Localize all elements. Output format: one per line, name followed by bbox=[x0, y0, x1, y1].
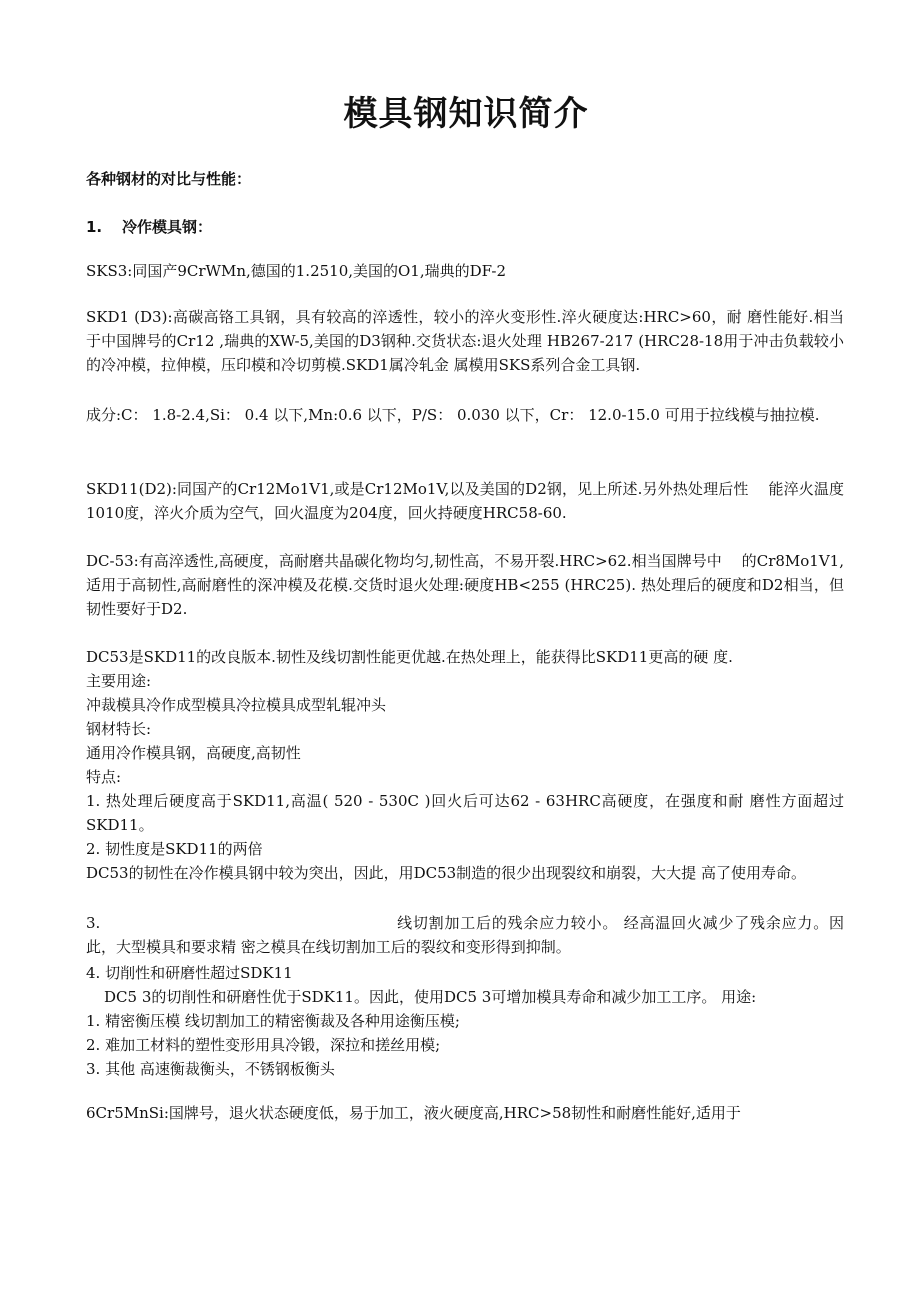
trait-4: 4. 切削性和研磨性超过SDK11 bbox=[86, 964, 293, 982]
section-1-number: 1. bbox=[86, 218, 103, 236]
feature-label: 钢材特长: bbox=[86, 720, 152, 738]
paragraph-skd1: SKD1 (D3):高碳高铬工具钢，具有较高的淬透性，较小的淬火变形性.淬火硬度达:HRC>60，耐 磨性能好.相当于中国牌号的Cr12 ,瑞典的XW-5,美国的D3钢种.交货状态:退火处理 HB267-217 (HRC28-18用于冲击负载较小的冷冲模，拉伸模，压印模和冷切剪模.SKD1属冷轧金 属模用SKS系列合金工具钢. bbox=[86, 308, 844, 374]
section-1-heading bbox=[86, 216, 212, 237]
trait-2-detail: DC53的韧性在冷作模具钢中较为突出，因此，用DC53制造的很少出现裂纹和崩裂，大大提 高了使用寿命。 bbox=[86, 864, 806, 882]
feature-text: 通用冷作模具钢，高硬度,高韧性 bbox=[86, 744, 301, 762]
paragraph-skd1-composition: 成分:C： 1.8-2.4,Si： 0.4 以下,Mn:0.6 以下，P/S： 0.030 以下，Cr： 12.0-15.0 可用于拉线模与抽拉模. bbox=[86, 406, 820, 424]
paragraph-sks3: SKS3:同国产9CrWMn,德国的1.2510,美国的O1,瑞典的DF-2 bbox=[86, 262, 506, 280]
use-1: 1. 精密衡压模 线切割加工的精密衡裁及各种用途衡压模; bbox=[86, 1012, 460, 1030]
trait-3-number: 3. bbox=[86, 914, 101, 932]
trait-4-detail: DC5 3的切削性和研磨性优于SDK11。因此，使用DC5 3可增加模具寿命和减少加工工序。 用途: bbox=[104, 988, 757, 1006]
usage-label: 主要用途: bbox=[86, 672, 152, 690]
use-3: 3. 其他 高速衡裁衡头，不锈钢板衡头 bbox=[86, 1060, 335, 1078]
trait-3-text: 线切割加工后的残余应力较小。 经高温回火减少了残余应力。因此，大型模具和要求精 密之模具在线切割加工后的裂纹和变形得到抑制。 bbox=[86, 914, 844, 956]
paragraph-dc53: DC-53:有高淬透性,高硬度，高耐磨共晶碳化物均匀,韧性高，不易开裂.HRC>62.相当国牌号中 的Cr8Mo1V1,适用于高韧性,高耐磨性的深冲模及花模.交货时退火处理:硬度HB<255 (HRC25). 热处理后的硬度和D2相当，但韧性要好于D2. bbox=[86, 552, 844, 618]
paragraph-6cr5mnsi: 6Cr5MnSi:国牌号，退火状态硬度低，易于加工，液火硬度高,HRC>58韧性和耐磨性能好,适用于 bbox=[86, 1104, 741, 1122]
trait-3 bbox=[86, 911, 844, 959]
trait-1: 1. 热处理后硬度高于SKD11,高温( 520 - 530C )回火后可达62 - 63HRC高硬度，在强度和耐 磨性方面超过SKD11。 bbox=[86, 792, 844, 834]
use-2: 2. 难加工材料的塑性变形用具冷锻，深拉和搓丝用模; bbox=[86, 1036, 441, 1054]
traits-label: 特点: bbox=[86, 768, 122, 786]
page-title: 模具钢知识简介 bbox=[343, 94, 589, 134]
trait-2: 2. 韧性度是SKD11的两倍 bbox=[86, 840, 263, 858]
usage-text: 冲裁模具冷作成型模具冷拉模具成型轧辊冲头 bbox=[86, 696, 387, 714]
section-heading: 各种钢材的对比与性能： bbox=[86, 170, 252, 188]
paragraph-skd11: SKD11(D2):同国产的Cr12Mo1V1,或是Cr12Mo1V,以及美国的D2钢，见上所述.另外热处理后性 能淬火温度1010度，淬火介质为空气，回火温度为204度，回火持硬度HRC58-60. bbox=[86, 480, 844, 522]
section-1-label: 冷作模具钢： bbox=[122, 218, 213, 236]
paragraph-dc53-improved: DC53是SKD11的改良版本.韧性及线切割性能更优越.在热处理上，能获得比SKD11更高的硬 度. bbox=[86, 648, 733, 666]
